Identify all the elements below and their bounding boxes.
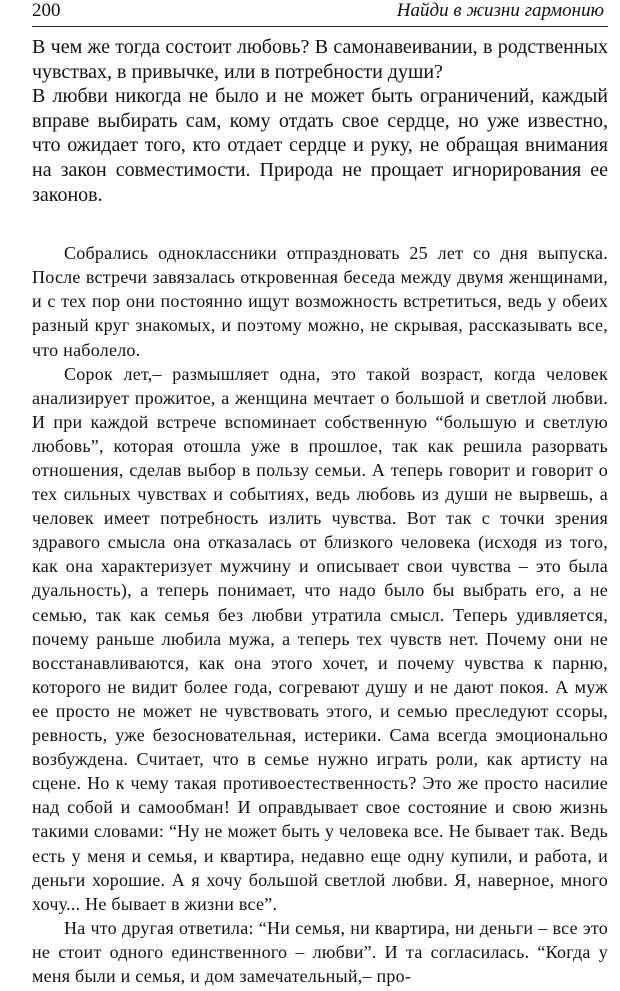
intro-paragraph: В любви никогда не было и не может быть ограничений, каждый вправе выбирать сам, кому отдать свое сердце, но уже известно, что ожидает того, кто отдает сердце и руку, не обращая внимания на закон совместимости. Природа не прощает игнорирования ее законов. <box>32 85 608 206</box>
page-number: 200 <box>32 0 61 21</box>
intro-section <box>32 35 608 207</box>
story-section <box>32 241 608 988</box>
intro-paragraph: В чем же тогда состоит любовь? В самонавеивании, в родственных чувствах, в привычке, или в потребности души? <box>32 36 608 83</box>
page-header <box>32 0 608 27</box>
story-paragraph: На что другая ответила: “Ни семья, ни квартира, ни деньги – все это не стоит одного единственного – любви”. И та согласилась. “Когда у меня были и семья, и дом замечательный,– про- <box>32 917 608 986</box>
story-paragraph: Собрались одноклассники отпраздновать 25 лет со дня выпуска. После встречи завязалась откровенная беседа между двумя женщинами, и с тех пор они постоянно ищут возможность встретиться, ведь у обеих разный круг знакомых, и поэтому можно, не скрывая, рассказывать все, что наболело. <box>32 243 608 360</box>
running-title: Найди в жизни гармонию <box>396 0 604 21</box>
story-paragraph: Сорок лет,– размышляет одна, это такой возраст, когда человек анализирует прожитое, а женщина мечтает о большой и светлой любви. И при каждой встрече вспоминает собственную “большую и светлую любовь”, которая отошла уже в прошлое, так как решила разорвать отношения, сделав выбор в пользу семьи. А теперь говорит и говорит о тех сильных чувствах и событиях, ведь любовь из души не вырвешь, а человек имеет потребность излить чувства. Вот так с точки зрения здравого смысла она отказалась от близкого человека (исходя из того, как она характеризует мужчину и описывает свои чувства – это была дуальность), а теперь понимает, что надо было бы выбрать его, а не семью, так как семья без любви утратила смысл. Теперь удивляется, почему раньше любила мужа, а теперь тех чувств нет. Почему они не восстанавливаются, как она этого хочет, и почему чувства к парню, которого не видит более года, согревают душу и не дают покоя. А муж ее просто не может не чувствовать этого, и семью преследуют ссоры, ревность, уже безосновательная, истерики. Сама всегда эмоционально возбуждена. Считает, что в семье нужно играть роли, как артисту на сцене. Но к чему такая противоестественность? Это же просто насилие над собой и самообман! И оправдывает свое состояние и свою жизнь такими словами: “Ну не может быть у человека все. Не бывает так. Ведь есть у меня и семья, и квартира, недавно еще одну купили, и работа, и деньги хорошие. А я хочу большой светлой любви. Я, наверное, много хочу... Не бывает в жизни все”. <box>32 363 608 914</box>
